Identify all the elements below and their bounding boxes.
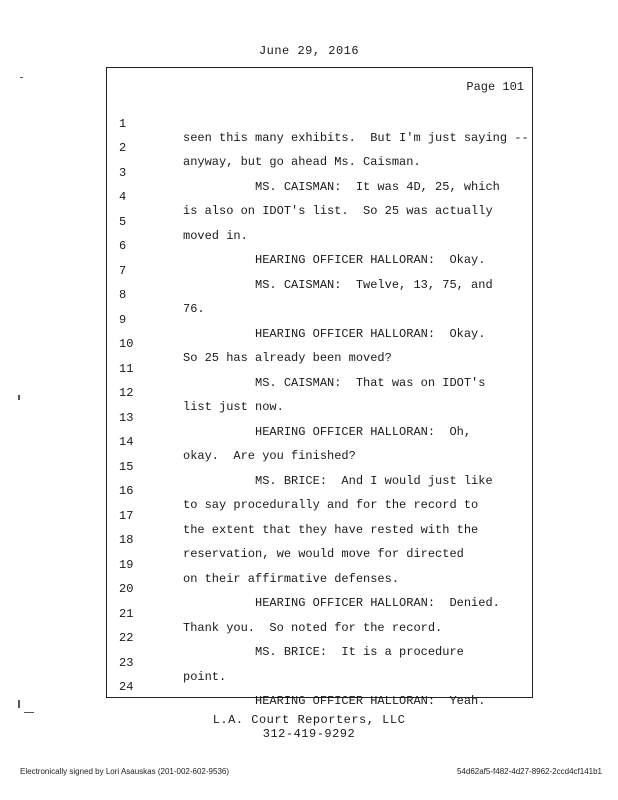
transcript-page-frame xyxy=(106,67,533,708)
transcript-line xyxy=(107,568,532,610)
transcript-line xyxy=(107,593,532,635)
transcript-date: June 29, 2016 xyxy=(258,44,360,58)
line-number: 4 xyxy=(119,190,127,204)
line-text: moved in. xyxy=(183,229,248,243)
transcript-line xyxy=(107,470,532,512)
line-number: 21 xyxy=(119,607,134,621)
transcript-line xyxy=(107,446,532,488)
line-text: So 25 has already been moved? xyxy=(183,351,392,365)
transcript-line xyxy=(107,348,532,390)
transcript-line xyxy=(107,176,532,218)
transcript-line xyxy=(107,127,532,169)
transcript-line xyxy=(107,544,532,586)
line-number: 2 xyxy=(119,141,127,155)
line-number: 20 xyxy=(119,582,134,596)
line-text: reservation, we would move for directed xyxy=(183,547,464,561)
line-text: list just now. xyxy=(183,400,284,414)
transcript-line xyxy=(107,421,532,463)
line-number: 13 xyxy=(119,411,134,425)
line-number: 10 xyxy=(119,337,134,351)
line-text: Thank you. So noted for the record. xyxy=(183,621,443,635)
line-text: HEARING OFFICER HALLORAN: Yeah. xyxy=(183,694,486,708)
line-number: 1 xyxy=(119,117,127,131)
line-text: is also on IDOT's list. So 25 was actually xyxy=(183,204,493,218)
scan-speck xyxy=(24,712,34,713)
line-number: 11 xyxy=(119,362,134,376)
line-text: HEARING OFFICER HALLORAN: Okay. xyxy=(183,253,486,267)
line-number: 16 xyxy=(119,484,134,498)
transcript-line xyxy=(107,250,532,292)
line-number: 22 xyxy=(119,631,134,645)
line-number: 5 xyxy=(119,215,127,229)
line-number: 3 xyxy=(119,166,127,180)
electronic-signature-note: Electronically signed by Lori Asauskas (201-002-602-9536) xyxy=(20,767,230,776)
transcript-line xyxy=(107,152,532,194)
line-number: 19 xyxy=(119,558,134,572)
transcript-line xyxy=(107,397,532,439)
line-number: 24 xyxy=(119,680,134,694)
line-text: point. xyxy=(183,670,227,684)
line-text: MS. CAISMAN: Twelve, 13, 75, and xyxy=(183,278,493,292)
line-text: HEARING OFFICER HALLORAN: Oh, xyxy=(183,425,472,439)
transcript-line xyxy=(107,299,532,341)
line-number: 8 xyxy=(119,288,127,302)
transcript-line xyxy=(107,225,532,267)
line-number: 15 xyxy=(119,460,134,474)
line-text: the extent that they have rested with the xyxy=(183,523,479,537)
line-text: MS. CAISMAN: That was on IDOT's xyxy=(183,376,486,390)
line-text: HEARING OFFICER HALLORAN: Denied. xyxy=(183,596,500,610)
transcript-line xyxy=(107,519,532,561)
transcript-line xyxy=(107,323,532,365)
line-number: 14 xyxy=(119,435,134,449)
line-text: 76. xyxy=(183,302,205,316)
transcript-line xyxy=(107,617,532,659)
scan-speck xyxy=(18,395,20,400)
line-text: seen this many exhibits. But I'm just saying -- xyxy=(183,131,529,145)
line-number: 12 xyxy=(119,386,134,400)
reporter-company: L.A. Court Reporters, LLC xyxy=(212,713,406,727)
line-text: on their affirmative defenses. xyxy=(183,572,400,586)
line-text: anyway, but go ahead Ms. Caisman. xyxy=(183,155,421,169)
line-number: 23 xyxy=(119,656,134,670)
page-number: Page 101 xyxy=(466,80,524,94)
line-text: MS. BRICE: And I would just like xyxy=(183,474,493,488)
line-number: 6 xyxy=(119,239,127,253)
line-text: to say procedurally and for the record to xyxy=(183,498,479,512)
scan-speck xyxy=(20,77,23,78)
line-number: 7 xyxy=(119,264,127,278)
transcript-line xyxy=(107,274,532,316)
transcript-line xyxy=(107,201,532,243)
line-number: 17 xyxy=(119,509,134,523)
transcript-line xyxy=(107,103,532,145)
transcript-line xyxy=(107,642,532,684)
line-text: MS. CAISMAN: It was 4D, 25, which xyxy=(183,180,500,194)
line-number: 9 xyxy=(119,313,127,327)
transcript-line xyxy=(107,372,532,414)
transcript-line xyxy=(107,666,532,708)
scan-speck xyxy=(18,700,20,708)
line-text: okay. Are you finished? xyxy=(183,449,356,463)
line-text: HEARING OFFICER HALLORAN: Okay. xyxy=(183,327,486,341)
line-text: MS. BRICE: It is a procedure xyxy=(183,645,464,659)
document-id: 54d62af5-f482-4d27-8962-2ccd4cf141b1 xyxy=(456,767,602,776)
reporter-phone: 312-419-9292 xyxy=(262,727,356,741)
line-number: 18 xyxy=(119,533,134,547)
transcript-line xyxy=(107,495,532,537)
